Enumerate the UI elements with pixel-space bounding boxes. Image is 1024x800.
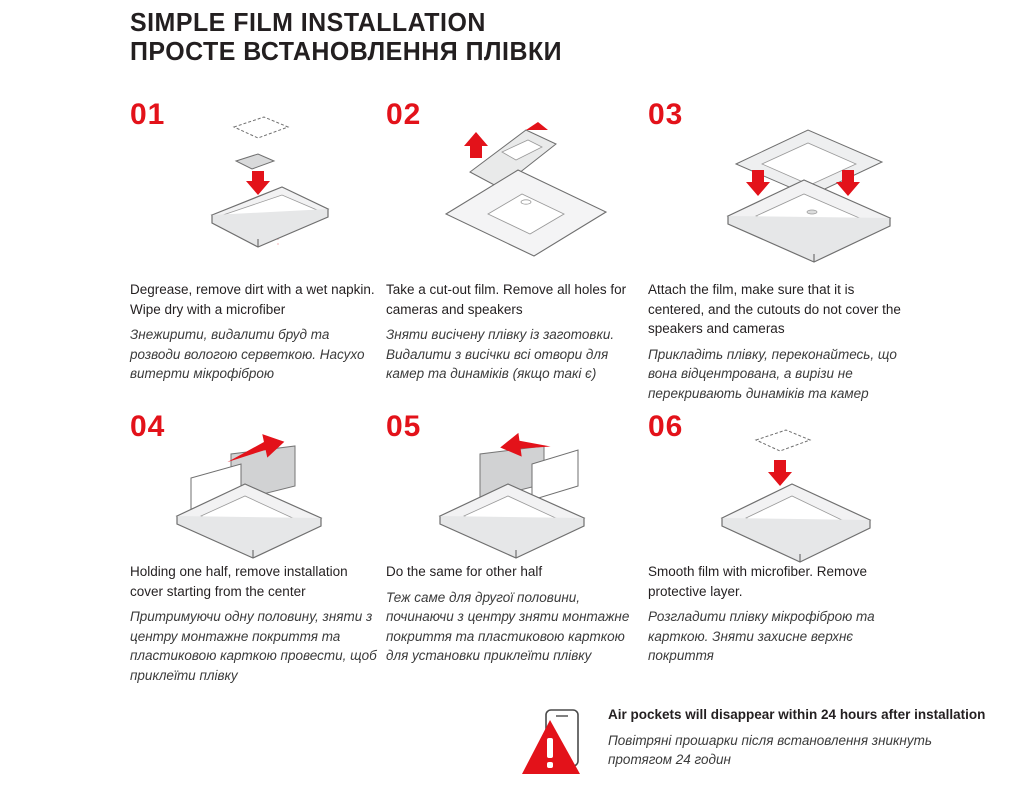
step-01-illustration (190, 105, 350, 270)
step-01-text-uk: Знежирити, видалити бруд та розводи вологою серветкою. Насухо витерти мікрофіброю (130, 327, 365, 382)
step-03-text-en: Attach the film, make sure that it is centered, and the cutouts do not cover the speakers and cameras (648, 282, 901, 337)
step-06-text-en: Smooth film with microfiber. Remove protective layer. (648, 564, 868, 599)
step-number-01: 01 (130, 98, 166, 131)
step-02-text (386, 280, 638, 384)
step-06-text-uk: Розгладити плівку мікрофіброю та карткою. Зняти захисне верхнє покриття (648, 609, 875, 664)
step-03-illustration (700, 120, 900, 270)
step-05-illustration (420, 420, 610, 565)
step-03-text-uk: Прикладіть плівку, переконайтесь, що вона відцентрована, а вирізи не перекривають динаміків та камер (648, 346, 897, 401)
page-title-uk: ПРОСТЕ ВСТАНОВЛЕННЯ ПЛІВКИ (130, 36, 563, 67)
header (130, 8, 580, 66)
warning-triangle-icon (516, 708, 596, 783)
step-05-text-en: Do the same for other half (386, 564, 543, 579)
step-03-text (648, 280, 904, 403)
step-02-text-en: Take a cut-out film. Remove all holes for cameras and speakers (386, 282, 627, 317)
step-number-04: 04 (130, 410, 166, 443)
step-06-illustration (700, 418, 890, 568)
step-04-text (130, 562, 380, 685)
step-06-text (648, 562, 904, 666)
step-number-03: 03 (648, 98, 684, 131)
step-04-text-uk: Притримуючи одну половину, зняти з центру монтажне покриття та пластиковою карткою провести, щоб приклеїти плівку (130, 609, 377, 683)
step-number-05: 05 (386, 410, 422, 443)
step-01-text-en: Degrease, remove dirt with a wet napkin. Wipe dry with a microfiber (130, 282, 375, 317)
step-04-text-en: Holding one half, remove installation cover starting from the center (130, 564, 348, 599)
footer-text-uk: Повітряні прошарки після встановлення зникнуть протягом 24 годин (608, 732, 932, 768)
step-05-text (386, 562, 638, 666)
step-number-06: 06 (648, 410, 684, 443)
footer-text-en: Air pockets will disappear within 24 hours after installation (608, 707, 986, 722)
step-number-02: 02 (386, 98, 422, 131)
page-title-en: SIMPLE FILM INSTALLATION (130, 7, 486, 37)
step-04-illustration (155, 420, 345, 565)
step-01-text (130, 280, 380, 384)
footer-note (516, 706, 996, 783)
step-02-text-uk: Зняти висічену плівку із заготовки. Видалити з висічки всі отвори для камер та динаміків (якщо такі є) (386, 327, 615, 382)
step-05-text-uk: Теж саме для другої половини, починаючи з центру зняти монтажне покриття та пластиковою карткою для установки приклеїти плівку (386, 589, 630, 664)
footer-text (608, 706, 988, 770)
step-02-illustration (430, 110, 620, 275)
